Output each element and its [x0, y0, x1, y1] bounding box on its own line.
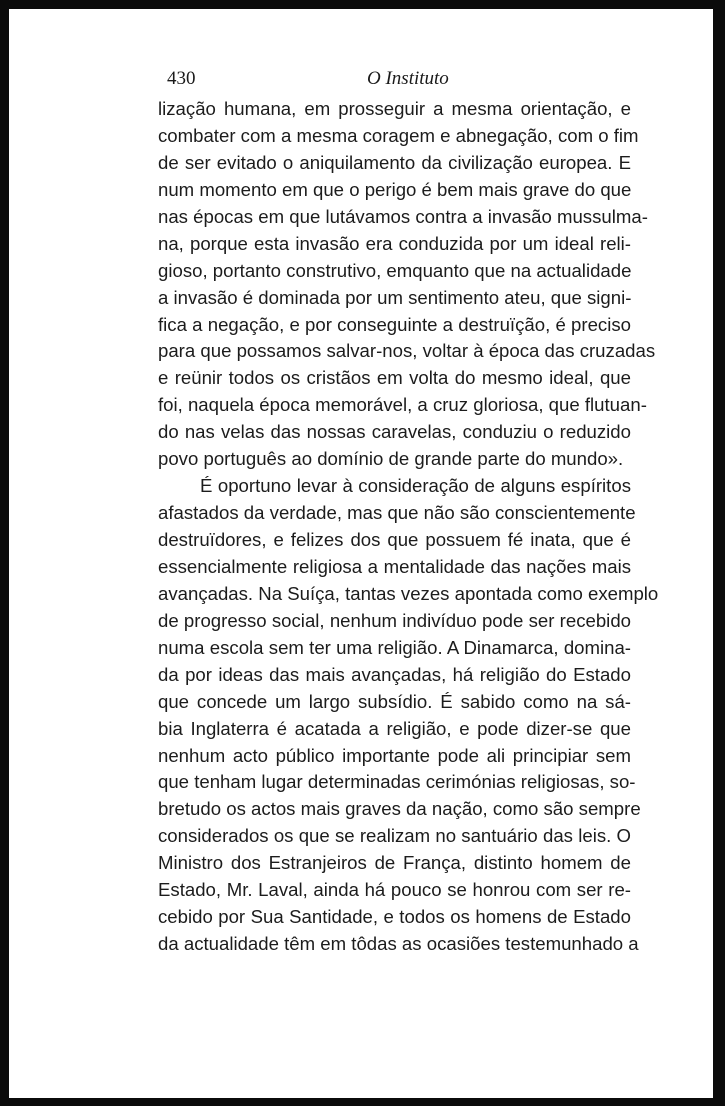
- text-line: avançadas. Na Suíça, tantas vezes apontada como exemplo: [158, 582, 659, 604]
- text-line: destruïdores, e felizes dos que possuem fé inata, que é: [158, 529, 631, 550]
- text-line: a invasão é dominada por um sentimento ateu, que signi-: [158, 286, 632, 308]
- text-line: para que possamos salvar-nos, voltar à época das cruzadas: [158, 340, 656, 362]
- text-line: afastados da verdade, mas que não são conscientemente: [158, 502, 636, 524]
- text-line: nas épocas em que lutávamos contra a invasão mussulma-: [158, 205, 648, 227]
- text-line: gioso, portanto construtivo, emquanto que na actualidade: [158, 259, 632, 281]
- text-line: cebido por Sua Santidade, e todos os homens de Estado: [158, 906, 631, 928]
- text-line: nenhum acto público importante pode ali principiar sem: [158, 744, 631, 766]
- text-line: Ministro dos Estranjeiros de França, distinto homem de: [158, 852, 631, 874]
- text-line: de ser evitado o aniquilamento da civilização europea. E: [158, 151, 631, 173]
- text-line: da por ideas das mais avançadas, há religião do Estado: [158, 663, 631, 685]
- text-line: Estado, Mr. Laval, ainda há pouco se honrou com ser re-: [158, 879, 631, 901]
- paragraph-end-line: povo português ao domínio de grande parte do mundo».: [158, 448, 624, 470]
- page-number: 430: [167, 68, 196, 89]
- text-line: bia Inglaterra é acatada a religião, e pode dizer-se que: [158, 717, 631, 739]
- paragraph-start-line: É oportuno levar à consideração de alguns espíritos: [200, 475, 631, 497]
- text-line: considerados os que se realizam no santuário das leis. O: [158, 825, 631, 847]
- text-line: da actualidade têm em tôdas as ocasiões testemunhado a: [158, 933, 639, 955]
- text-line: do nas velas das nossas caravelas, conduziu o reduzido: [158, 421, 631, 443]
- text-line: de progresso social, nenhum indivíduo pode ser recebido: [158, 609, 631, 631]
- text-line: e reünir todos os cristãos em volta do mesmo ideal, que: [158, 367, 631, 389]
- text-line: fica a negação, e por conseguinte a destruïção, é preciso: [158, 313, 631, 335]
- text-line: numa escola sem ter uma religião. A Dinamarca, domina-: [158, 636, 631, 658]
- text-line: foi, naquela época memorável, a cruz gloriosa, que flutuan-: [158, 394, 647, 416]
- text-line: num momento em que o perigo é bem mais grave do que: [158, 178, 632, 200]
- text-line: combater com a mesma coragem e abnegação, com o fim: [158, 124, 639, 146]
- running-title: O Instituto: [367, 68, 449, 89]
- text-line: que concede um largo subsídio. É sabido como na sá-: [158, 690, 631, 712]
- text-line: essencialmente religiosa a mentalidade das nações mais: [158, 555, 631, 577]
- text-line: lização humana, em prosseguir a mesma orientação, e: [158, 98, 631, 119]
- body-text: [158, 96, 659, 958]
- text-line: bretudo os actos mais graves da nação, como são sempre: [158, 798, 641, 820]
- page-header: [167, 68, 640, 94]
- text-line: na, porque esta invasão era conduzida por um ideal reli-: [158, 232, 631, 254]
- text-line: que tenham lugar determinadas cerimónias religiosas, so-: [158, 771, 636, 793]
